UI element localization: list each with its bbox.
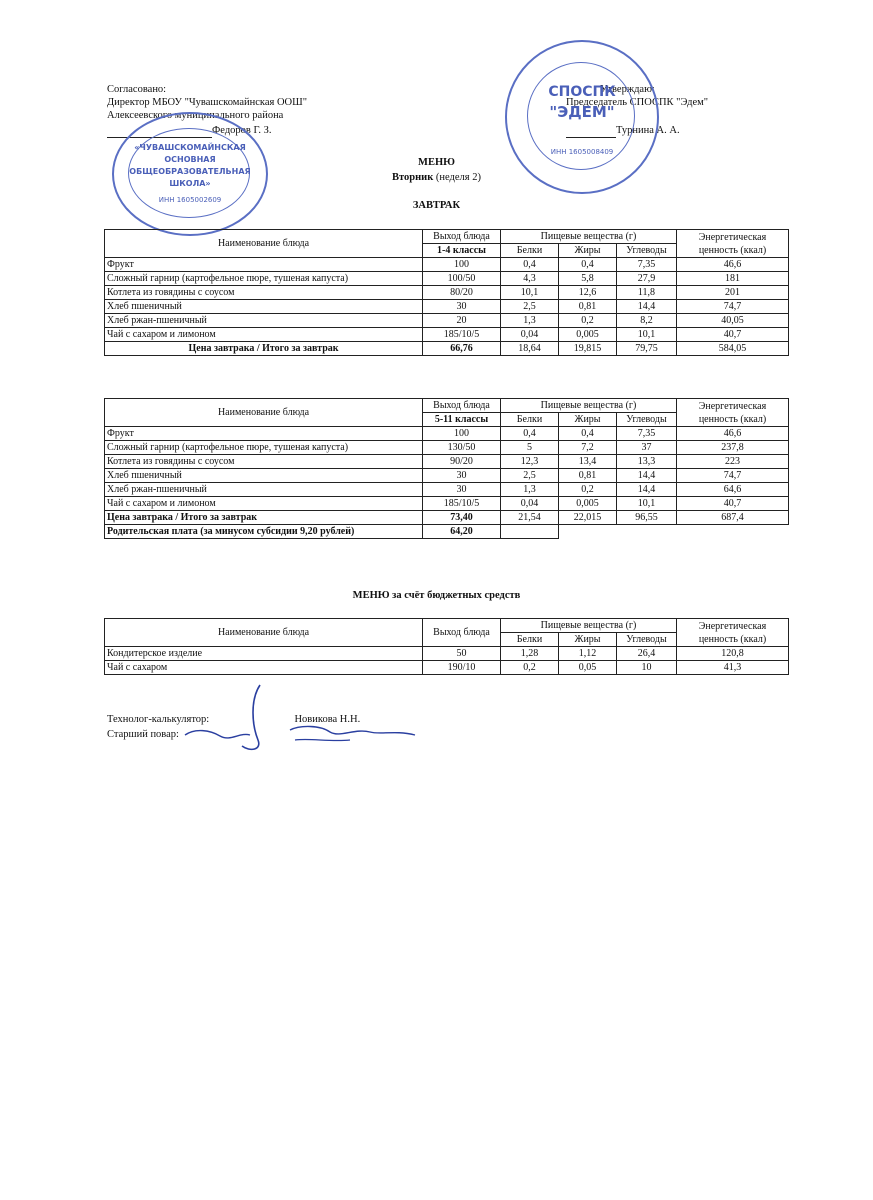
total-label: Цена завтрака / Итого за завтрак [105,342,423,356]
dish-name: Сложный гарнир (картофельное пюре, тушеная капуста) [105,441,423,455]
coop-stamp-line1: СПОСПК [548,84,616,100]
school-stamp-line2: ОСНОВНАЯ [164,155,216,164]
fat-value: 0,81 [559,300,617,314]
yield-value: 100 [423,258,501,272]
agreed-label: Согласовано: [107,84,167,95]
carbs-value: 14,4 [617,469,677,483]
school-stamp-line3: ОБЩЕОБРАЗОВАТЕЛЬНАЯ [129,167,251,176]
col-energy-header [677,399,789,427]
carbs-value: 13,3 [617,455,677,469]
breakfast-table-5-11 [104,398,789,539]
yield-value: 100 [423,427,501,441]
protein-value: 4,3 [501,272,559,286]
approved-label: Утверждаю: [600,84,655,95]
district-line: Алексеевского муниципального района [107,110,284,121]
table-row [105,314,789,328]
total-row [105,511,789,525]
menu-title: МЕНЮ [418,157,455,168]
table-row [105,427,789,441]
fat-value: 0,2 [559,314,617,328]
table-row [105,272,789,286]
day-name: Вторник [392,172,434,183]
protein-value: 0,2 [501,661,559,675]
yield-value: 80/20 [423,286,501,300]
dish-name: Чай с сахаром [105,661,423,675]
total-price: 73,40 [423,511,501,525]
col-protein-header: Белки [501,244,559,258]
school-stamp-inn: ИНН 1605002609 [158,196,222,204]
col-nutrients-header: Пищевые вещества (г) [501,399,677,413]
yield-value: 130/50 [423,441,501,455]
carbs-value: 10,1 [617,497,677,511]
energy-value: 46,6 [677,258,789,272]
col-protein-header: Белки [501,413,559,427]
energy-value: 223 [677,455,789,469]
right-signer-name: Турнина А. А. [616,125,680,136]
carbs-value: 10 [617,661,677,675]
fat-value: 5,8 [559,272,617,286]
fat-value: 1,12 [559,647,617,661]
col-dish-header: Наименование блюда [105,619,423,647]
fat-value: 0,4 [559,427,617,441]
parent-fee-value: 64,20 [423,525,501,539]
energy-value: 41,3 [677,661,789,675]
chef-label: Старший повар: [107,729,179,740]
total-protein: 21,54 [501,511,559,525]
col-nutrients-header: Пищевые вещества (г) [501,230,677,244]
table-row [105,469,789,483]
energy-label-1: Энергетическая [698,400,767,412]
energy-value: 181 [677,272,789,286]
col-yield-header: Выход блюда [423,399,501,413]
technologist-label: Технолог-калькулятор: [107,714,210,725]
energy-label-2: ценность (ккал) [698,633,767,645]
dish-name: Фрукт [105,427,423,441]
dish-name: Хлеб пшеничный [105,300,423,314]
technologist-name: Новикова Н.Н. [294,714,361,725]
dish-name: Фрукт [105,258,423,272]
parent-fee-row [105,525,789,539]
director-line: Директор МБОУ "Чувашскомайнская ООШ" [107,97,308,108]
energy-value: 40,05 [677,314,789,328]
carbs-value: 14,4 [617,483,677,497]
protein-value: 5 [501,441,559,455]
dish-name: Сложный гарнир (картофельное пюре, тушеная капуста) [105,272,423,286]
carbs-value: 11,8 [617,286,677,300]
energy-value: 64,6 [677,483,789,497]
col-carbs-header: Углеводы [617,413,677,427]
budget-menu-title: МЕНЮ за счёт бюджетных средств [352,590,521,601]
carbs-value: 37 [617,441,677,455]
table-row [105,647,789,661]
col-yield-header: Выход блюда [423,619,501,647]
yield-value: 190/10 [423,661,501,675]
chair-line: Председатель СПОСПК "Эдем" [566,97,709,108]
energy-label-1: Энергетическая [698,231,767,243]
total-energy: 687,4 [677,511,789,525]
yield-value: 185/10/5 [423,497,501,511]
yield-value: 20 [423,314,501,328]
yield-value: 50 [423,647,501,661]
energy-value: 74,7 [677,469,789,483]
group-label: 1-4 классы [423,244,501,258]
col-energy-header [677,230,789,258]
fat-value: 0,005 [559,497,617,511]
coop-stamp-line2: "ЭДЕМ" [549,103,615,121]
yield-value: 30 [423,300,501,314]
cooperative-stamp [505,40,659,194]
total-energy: 584,05 [677,342,789,356]
carbs-value: 8,2 [617,314,677,328]
yield-value: 90/20 [423,455,501,469]
energy-value: 120,8 [677,647,789,661]
fat-value: 7,2 [559,441,617,455]
carbs-value: 14,4 [617,300,677,314]
week-label: (неделя 2) [433,172,481,183]
school-stamp-line1: «ЧУВАШСКОМАЙНСКАЯ [134,143,246,152]
yield-value: 100/50 [423,272,501,286]
table-row [105,258,789,272]
energy-label-2: ценность (ккал) [698,244,767,256]
day-subtitle [0,172,873,184]
total-carbs: 79,75 [617,342,677,356]
yield-value: 30 [423,483,501,497]
protein-value: 0,4 [501,427,559,441]
protein-value: 1,28 [501,647,559,661]
total-row [105,342,789,356]
school-stamp-line4: ШКОЛА» [169,179,211,188]
total-fat: 19,815 [559,342,617,356]
table-row [105,286,789,300]
col-fat-header: Жиры [559,244,617,258]
fat-value: 0,2 [559,483,617,497]
dish-name: Кондитерское изделие [105,647,423,661]
yield-value: 30 [423,469,501,483]
col-fat-header: Жиры [559,413,617,427]
coop-stamp-inn: ИНН 1605008409 [550,148,614,156]
total-label: Цена завтрака / Итого за завтрак [105,511,423,525]
dish-name: Котлета из говядины с соусом [105,286,423,300]
carbs-value: 7,35 [617,258,677,272]
table-row [105,300,789,314]
table-row [105,497,789,511]
dish-name: Чай с сахаром и лимоном [105,497,423,511]
fat-value: 13,4 [559,455,617,469]
protein-value: 1,3 [501,314,559,328]
protein-value: 1,3 [501,483,559,497]
fat-value: 0,05 [559,661,617,675]
protein-value: 12,3 [501,455,559,469]
carbs-value: 26,4 [617,647,677,661]
col-carbs-header: Углеводы [617,633,677,647]
budget-menu-table [104,618,789,675]
table-row [105,328,789,342]
yield-value: 185/10/5 [423,328,501,342]
total-fat: 22,015 [559,511,617,525]
col-carbs-header: Углеводы [617,244,677,258]
carbs-value: 10,1 [617,328,677,342]
dish-name: Чай с сахаром и лимоном [105,328,423,342]
col-energy-header [677,619,789,647]
energy-value: 40,7 [677,497,789,511]
carbs-value: 7,35 [617,427,677,441]
table-row [105,483,789,497]
energy-value: 40,7 [677,328,789,342]
col-dish-header: Наименование блюда [105,399,423,427]
energy-value: 74,7 [677,300,789,314]
protein-value: 0,4 [501,258,559,272]
table-row [105,455,789,469]
protein-value: 0,04 [501,328,559,342]
total-carbs: 96,55 [617,511,677,525]
col-dish-header: Наименование блюда [105,230,423,258]
energy-value: 201 [677,286,789,300]
protein-value: 2,5 [501,300,559,314]
energy-label-1: Энергетическая [698,620,767,632]
col-yield-header: Выход блюда [423,230,501,244]
col-protein-header: Белки [501,633,559,647]
table-row [105,661,789,675]
breakfast-table-1-4 [104,229,789,356]
dish-name: Хлеб пшеничный [105,469,423,483]
table-row [105,441,789,455]
energy-label-2: ценность (ккал) [698,413,767,425]
energy-value: 237,8 [677,441,789,455]
parent-fee-label: Родительская плата (за минусом субсидии 9,20 рублей) [105,525,423,539]
col-fat-header: Жиры [559,633,617,647]
dish-name: Хлеб ржан-пшеничный [105,314,423,328]
carbs-value: 27,9 [617,272,677,286]
handwritten-signatures [180,680,440,760]
chef-line [107,729,179,741]
protein-value: 0,04 [501,497,559,511]
group-label: 5-11 классы [423,413,501,427]
total-protein: 18,64 [501,342,559,356]
total-price: 66,76 [423,342,501,356]
protein-value: 2,5 [501,469,559,483]
fat-value: 0,81 [559,469,617,483]
fat-value: 12,6 [559,286,617,300]
breakfast-title: ЗАВТРАК [412,200,461,211]
energy-value: 46,6 [677,427,789,441]
col-nutrients-header: Пищевые вещества (г) [501,619,677,633]
left-signer-name: Федоров Г. З. [212,125,272,136]
dish-name: Котлета из говядины с соусом [105,455,423,469]
protein-value: 10,1 [501,286,559,300]
fat-value: 0,005 [559,328,617,342]
dish-name: Хлеб ржан-пшеничный [105,483,423,497]
fat-value: 0,4 [559,258,617,272]
